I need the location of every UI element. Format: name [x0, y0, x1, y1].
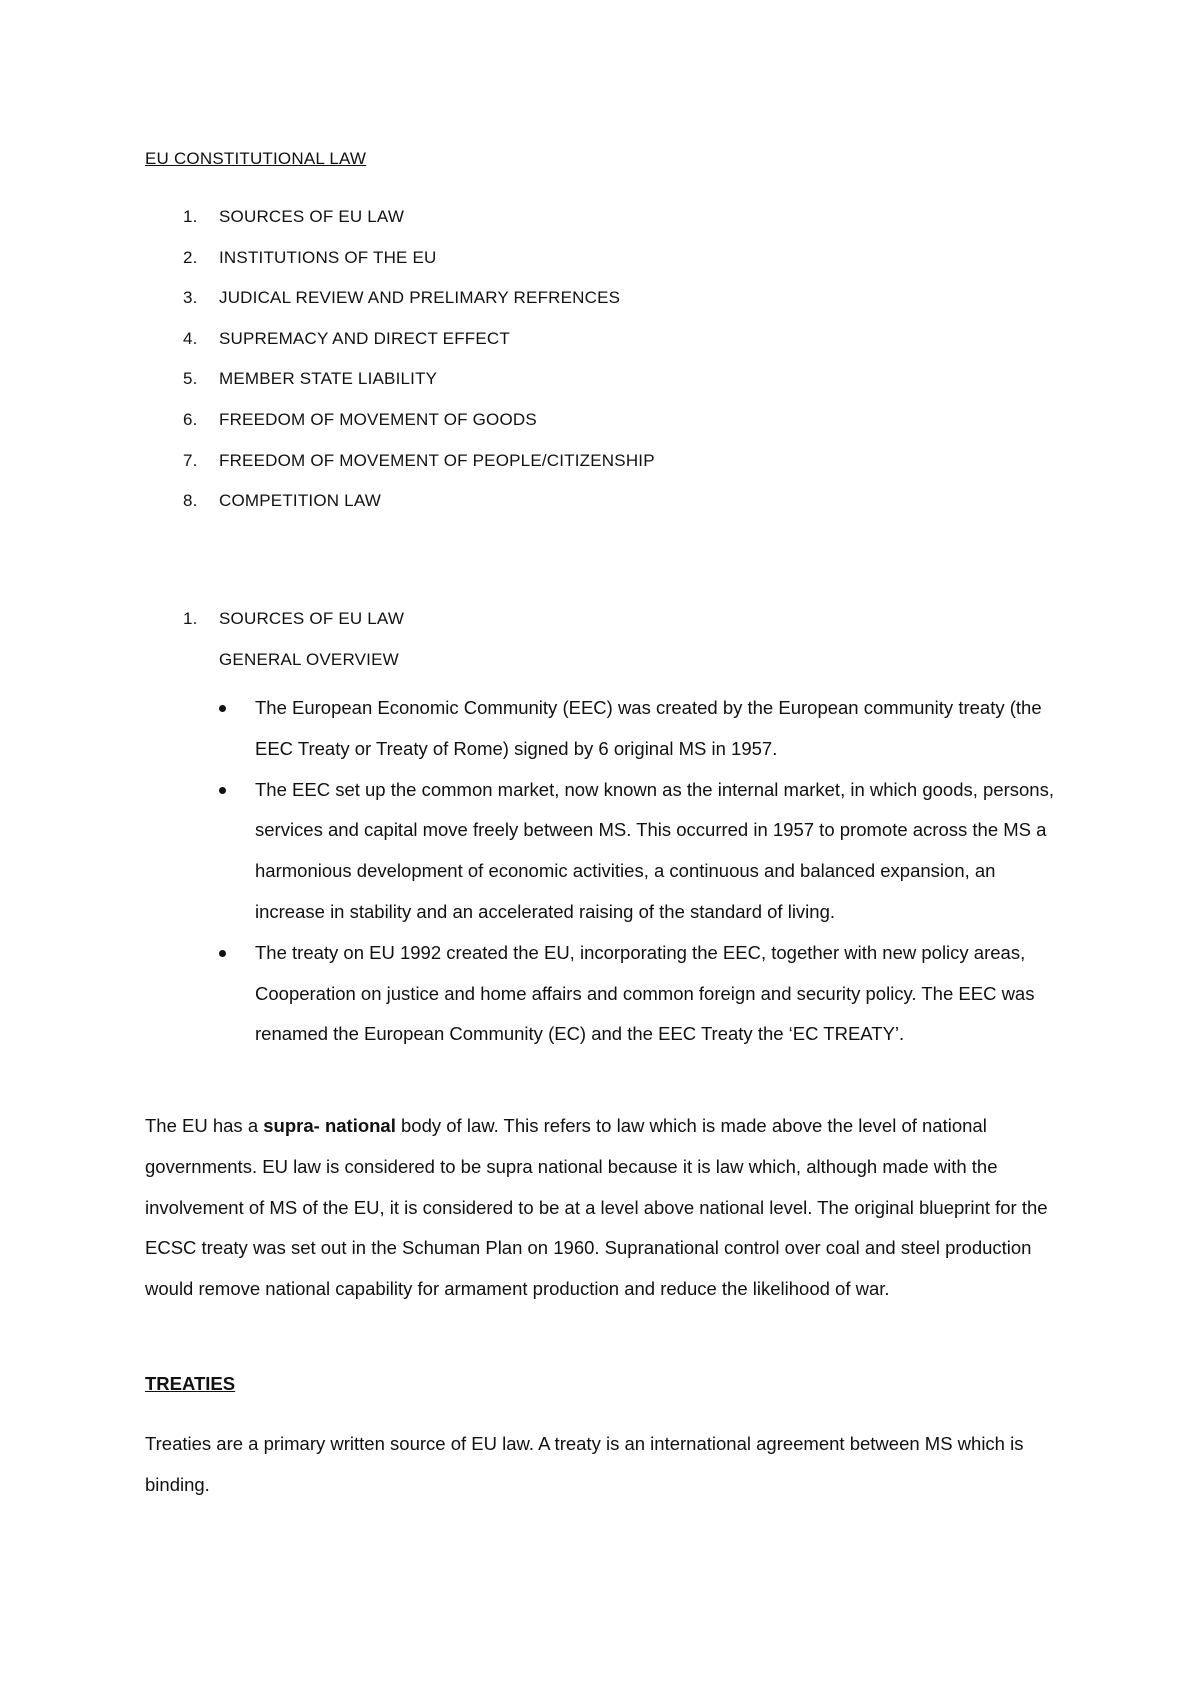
paragraph-suffix: body of law. This refers to law which is made above the level of national governments. EU law is considered to be supra national because it is law which, although made with the involvement of MS of the EU, it is considered to be at a level above national level. The original blueprint for the ECSC treaty was set out in the Schuman Plan on 1960. Supranational control over coal and steel production would remove national capability for armament production and reduce the likelihood of war. — [145, 1115, 1048, 1300]
treaties-heading: TREATIES — [145, 1373, 236, 1394]
toc-item — [145, 288, 655, 329]
section-number: 1. — [183, 609, 198, 628]
bullet-icon — [219, 705, 226, 712]
toc-item — [145, 207, 655, 248]
bullet-icon — [219, 950, 226, 957]
toc-item-label: FREEDOM OF MOVEMENT OF PEOPLE/CITIZENSHIP — [219, 450, 655, 470]
bullet-text: The European Economic Community (EEC) was created by the European community treaty (the EEC Treaty or Treaty of Rome) signed by 6 original MS in 1957. — [255, 697, 1042, 759]
toc-item-label: SUPREMACY AND DIRECT EFFECT — [219, 328, 510, 348]
toc-item — [145, 329, 655, 370]
toc-item — [145, 248, 655, 289]
toc-item-number: 2. — [183, 247, 198, 267]
overview-bullet-list — [219, 688, 1069, 1055]
bullet-item — [219, 688, 1069, 770]
toc-item-label: SOURCES OF EU LAW — [219, 207, 405, 226]
bullet-item — [219, 933, 1069, 1055]
toc-item-label: JUDICAL REVIEW AND PRELIMARY REFRENCES — [219, 288, 621, 308]
supranational-paragraph — [145, 1106, 1080, 1310]
toc-item — [145, 369, 655, 410]
toc-item-number: 8. — [183, 491, 198, 511]
table-of-contents — [145, 207, 655, 532]
bullet-text: The EEC set up the common market, now known as the internal market, in which goods, persons, services and capital move freely between MS. This occurred in 1957 to promote across the MS a harmonious development of economic activities, a continuous and balanced expansion, an increase in stability and an accelerated raising of the standard of living. — [255, 778, 1054, 922]
paragraph-bold-term: supra- national — [263, 1115, 396, 1136]
toc-item-number: 1. — [183, 207, 198, 226]
toc-item-label: MEMBER STATE LIABILITY — [219, 369, 438, 389]
section-heading — [145, 609, 404, 629]
section-subheading: GENERAL OVERVIEW — [219, 650, 399, 669]
treaties-paragraph: Treaties are a primary written source of EU law. A treaty is an international agreement between MS which is binding. — [145, 1433, 1024, 1495]
paragraph-prefix: The EU has a — [145, 1115, 264, 1136]
bullet-icon — [219, 787, 226, 794]
toc-item — [145, 491, 655, 532]
toc-item — [145, 410, 655, 451]
bullet-item — [219, 770, 1069, 933]
document-title: EU CONSTITUTIONAL LAW — [145, 149, 367, 168]
toc-item-label: INSTITUTIONS OF THE EU — [219, 247, 437, 267]
toc-item-number: 4. — [183, 328, 198, 348]
section-title: SOURCES OF EU LAW — [219, 609, 405, 628]
toc-item-number: 3. — [183, 288, 198, 308]
toc-item-number: 5. — [183, 369, 198, 389]
toc-item-number: 7. — [183, 450, 198, 470]
toc-item-label: COMPETITION LAW — [219, 491, 381, 511]
toc-item-number: 6. — [183, 409, 198, 429]
toc-item — [145, 451, 655, 492]
bullet-text: The treaty on EU 1992 created the EU, incorporating the EEC, together with new policy areas, Cooperation on justice and home affairs and common foreign and security policy. The EEC was renamed the European Community (EC) and the EEC Treaty the ‘EC TREATY’. — [255, 941, 1035, 1045]
toc-item-label: FREEDOM OF MOVEMENT OF GOODS — [219, 409, 537, 429]
